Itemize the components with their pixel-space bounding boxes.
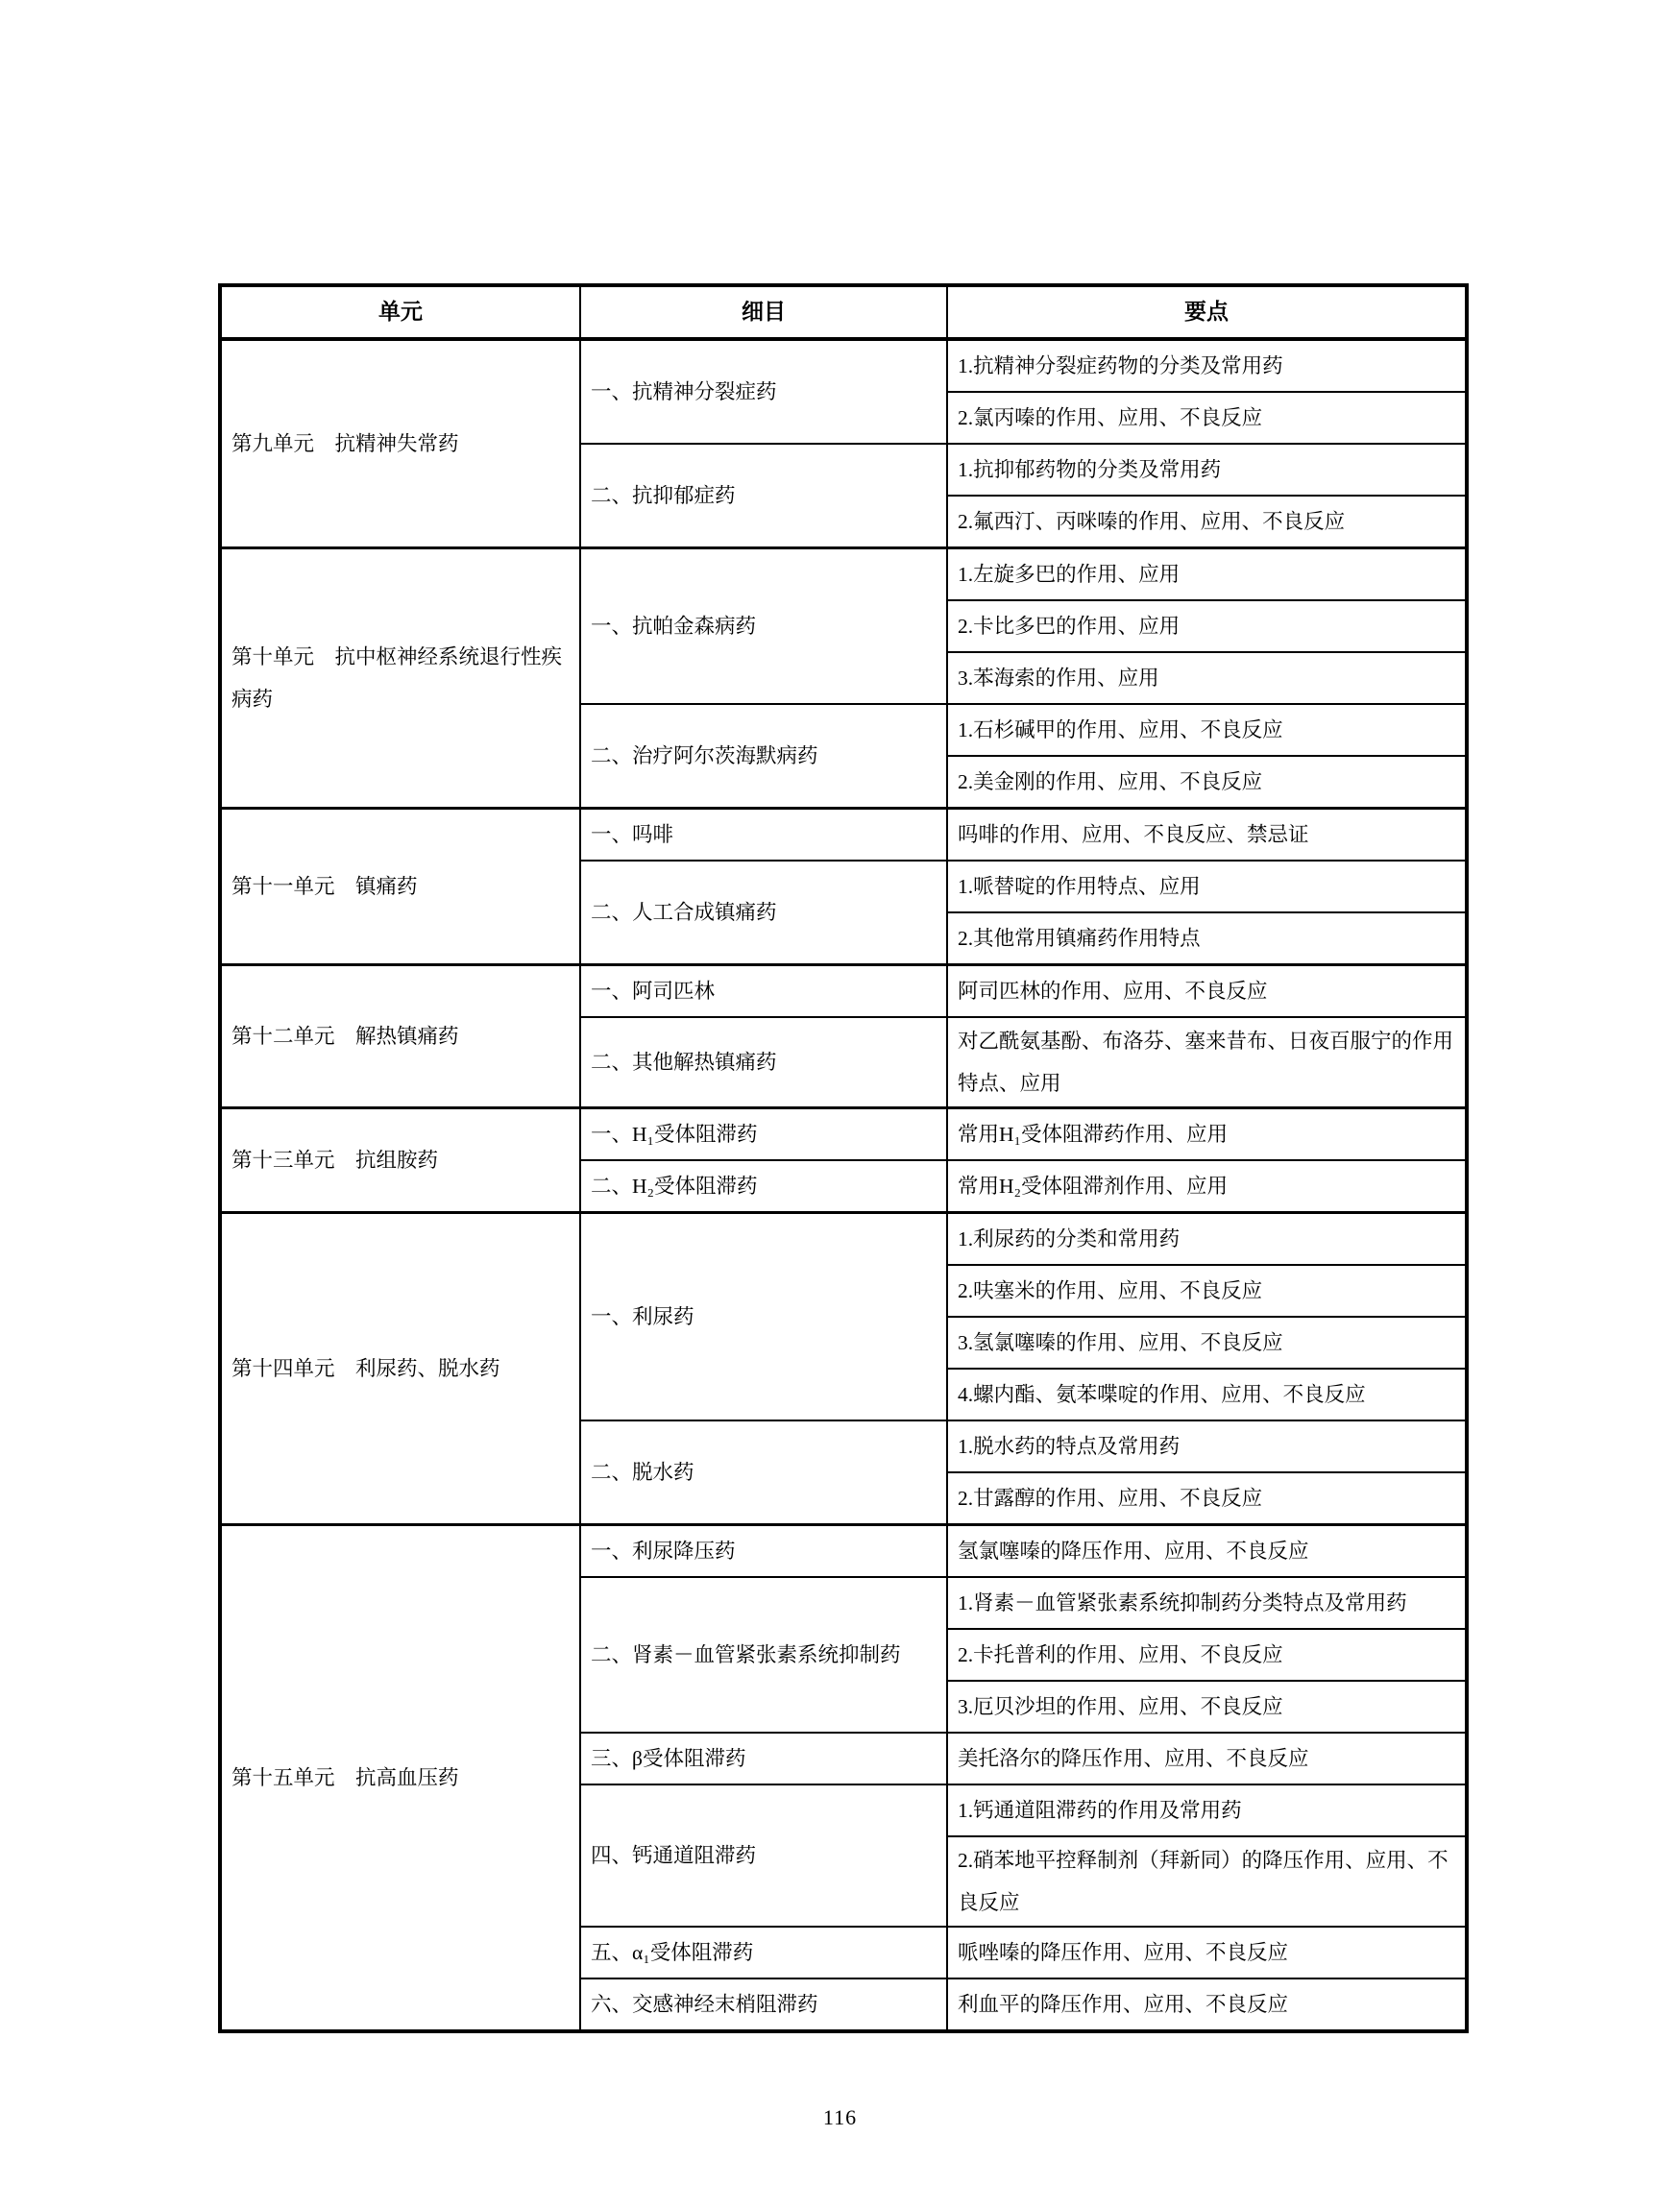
point-cell: 1.石杉碱甲的作用、应用、不良反应 xyxy=(947,704,1467,756)
point-cell: 2.其他常用镇痛药作用特点 xyxy=(947,912,1467,965)
subitem-cell: 五、α₁受体阻滞药 xyxy=(580,1927,947,1978)
unit-cell: 第九单元 抗精神失常药 xyxy=(220,339,580,548)
subitem-cell: 二、其他解热镇痛药 xyxy=(580,1017,947,1108)
subitem-cell: 二、脱水药 xyxy=(580,1420,947,1525)
subitem-cell: 一、利尿药 xyxy=(580,1213,947,1421)
point-cell: 1.抗抑郁药物的分类及常用药 xyxy=(947,444,1467,496)
subitem-cell: 六、交感神经末梢阻滞药 xyxy=(580,1978,947,2031)
unit-cell: 第十单元 抗中枢神经系统退行性疾病药 xyxy=(220,548,580,809)
syllabus-table xyxy=(218,283,1469,2033)
point-cell: 2.甘露醇的作用、应用、不良反应 xyxy=(947,1472,1467,1525)
point-cell: 常用H₂受体阻滞剂作用、应用 xyxy=(947,1160,1467,1213)
table-row xyxy=(220,1108,1467,1161)
point-cell: 2.呋塞米的作用、应用、不良反应 xyxy=(947,1265,1467,1317)
subitem-cell: 一、H₁受体阻滞药 xyxy=(580,1108,947,1161)
point-cell: 1.左旋多巴的作用、应用 xyxy=(947,548,1467,601)
table-row xyxy=(220,965,1467,1018)
point-cell: 阿司匹林的作用、应用、不良反应 xyxy=(947,965,1467,1018)
unit-cell: 第十五单元 抗高血压药 xyxy=(220,1525,580,2032)
column-header-points: 要点 xyxy=(947,285,1467,339)
subitem-cell: 四、钙通道阻滞药 xyxy=(580,1784,947,1927)
point-cell: 哌唑嗪的降压作用、应用、不良反应 xyxy=(947,1927,1467,1978)
point-cell: 1.钙通道阻滞药的作用及常用药 xyxy=(947,1784,1467,1836)
point-cell: 常用H₁受体阻滞药作用、应用 xyxy=(947,1108,1467,1161)
header-row xyxy=(220,285,1467,339)
subitem-cell: 一、吗啡 xyxy=(580,809,947,862)
subitem-cell: 一、利尿降压药 xyxy=(580,1525,947,1578)
point-cell: 氢氯噻嗪的降压作用、应用、不良反应 xyxy=(947,1525,1467,1578)
point-cell: 1.利尿药的分类和常用药 xyxy=(947,1213,1467,1266)
point-cell: 3.厄贝沙坦的作用、应用、不良反应 xyxy=(947,1681,1467,1733)
point-cell: 2.卡托普利的作用、应用、不良反应 xyxy=(947,1629,1467,1681)
table-row xyxy=(220,339,1467,392)
subitem-cell: 二、肾素－血管紧张素系统抑制药 xyxy=(580,1577,947,1733)
table-row xyxy=(220,809,1467,862)
point-cell: 2.氯丙嗪的作用、应用、不良反应 xyxy=(947,392,1467,444)
unit-cell: 第十四单元 利尿药、脱水药 xyxy=(220,1213,580,1525)
point-cell: 2.卡比多巴的作用、应用 xyxy=(947,600,1467,652)
unit-cell: 第十二单元 解热镇痛药 xyxy=(220,965,580,1108)
point-cell: 2.美金刚的作用、应用、不良反应 xyxy=(947,756,1467,809)
subitem-cell: 一、抗帕金森病药 xyxy=(580,548,947,705)
point-cell: 利血平的降压作用、应用、不良反应 xyxy=(947,1978,1467,2031)
point-cell: 美托洛尔的降压作用、应用、不良反应 xyxy=(947,1733,1467,1784)
subitem-cell: 二、抗抑郁症药 xyxy=(580,444,947,548)
page-number: 116 xyxy=(822,2105,858,2129)
point-cell: 2.硝苯地平控释制剂（拜新同）的降压作用、应用、不良反应 xyxy=(947,1836,1467,1927)
point-cell: 1.抗精神分裂症药物的分类及常用药 xyxy=(947,339,1467,392)
subitem-cell: 二、人工合成镇痛药 xyxy=(580,861,947,965)
subitem-cell: 一、阿司匹林 xyxy=(580,965,947,1018)
subitem-cell: 三、β受体阻滞药 xyxy=(580,1733,947,1784)
point-cell: 1.肾素－血管紧张素系统抑制药分类特点及常用药 xyxy=(947,1577,1467,1629)
point-cell: 吗啡的作用、应用、不良反应、禁忌证 xyxy=(947,809,1467,862)
point-cell: 3.氢氯噻嗪的作用、应用、不良反应 xyxy=(947,1317,1467,1369)
table-row xyxy=(220,548,1467,601)
unit-cell: 第十一单元 镇痛药 xyxy=(220,809,580,965)
column-header-detail: 细目 xyxy=(580,285,947,339)
point-cell: 4.螺内酯、氨苯喋啶的作用、应用、不良反应 xyxy=(947,1369,1467,1420)
table-row xyxy=(220,1525,1467,1578)
unit-cell: 第十三单元 抗组胺药 xyxy=(220,1108,580,1213)
subitem-cell: 一、抗精神分裂症药 xyxy=(580,339,947,444)
subitem-cell: 二、治疗阿尔茨海默病药 xyxy=(580,704,947,809)
point-cell: 3.苯海索的作用、应用 xyxy=(947,652,1467,704)
point-cell: 1.哌替啶的作用特点、应用 xyxy=(947,861,1467,912)
subitem-cell: 二、H₂受体阻滞药 xyxy=(580,1160,947,1213)
table-body xyxy=(220,339,1467,2031)
point-cell: 2.氟西汀、丙咪嗪的作用、应用、不良反应 xyxy=(947,496,1467,548)
point-cell: 1.脱水药的特点及常用药 xyxy=(947,1420,1467,1472)
table-row xyxy=(220,1213,1467,1266)
point-cell: 对乙酰氨基酚、布洛芬、塞来昔布、日夜百服宁的作用特点、应用 xyxy=(947,1017,1467,1108)
column-header-unit: 单元 xyxy=(220,285,580,339)
